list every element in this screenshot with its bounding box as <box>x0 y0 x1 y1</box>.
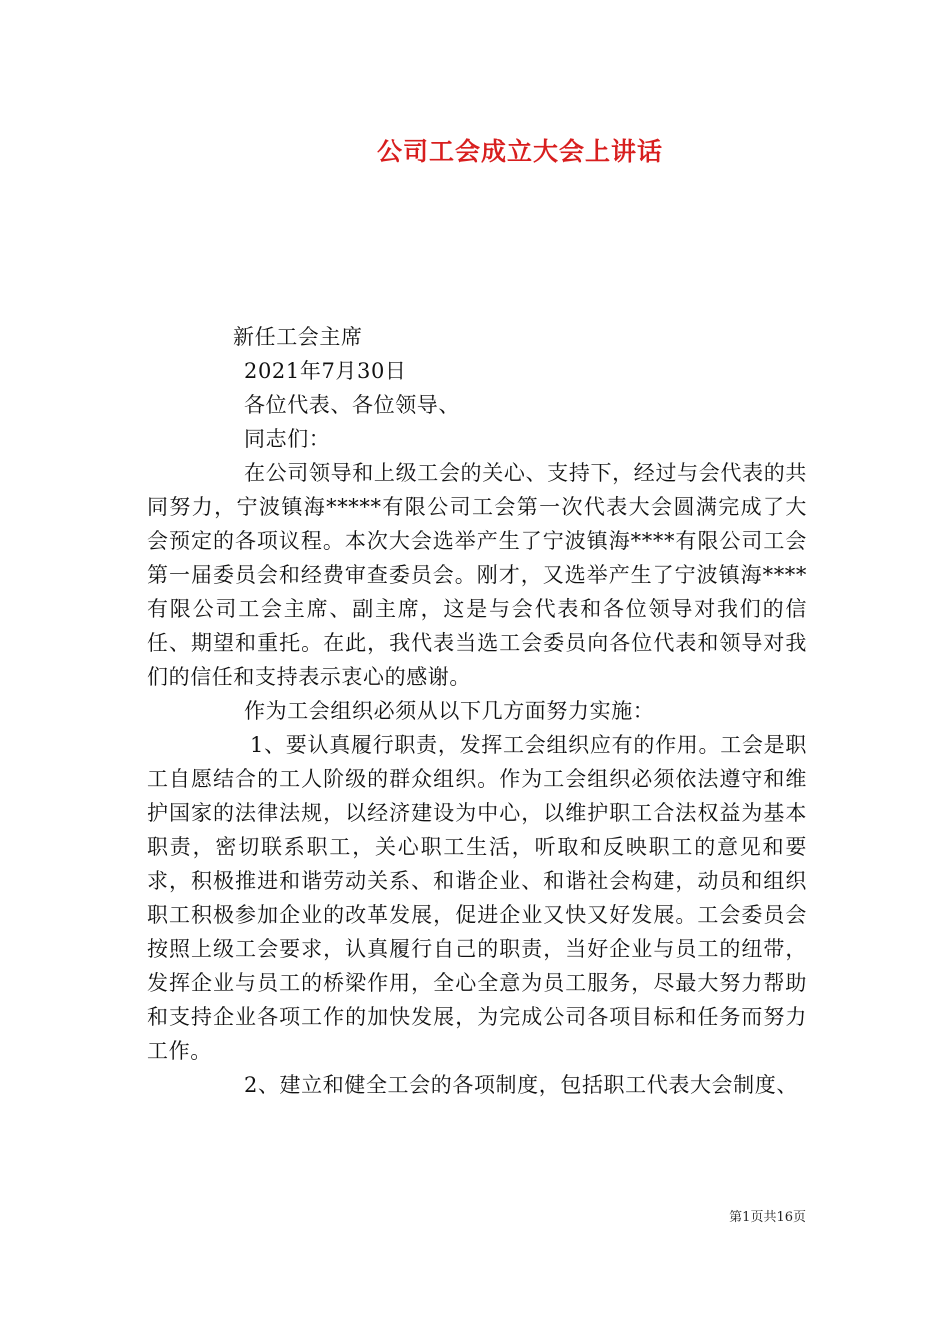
paragraph-item-2: 2、建立和健全工会的各项制度，包括职工代表大会制度、 <box>244 1073 798 1097</box>
speaker-line: 新任工会主席 <box>233 325 363 349</box>
paragraph-lead: 作为工会组织必须从以下几方面努力实施： <box>244 699 655 723</box>
salutation-line-1: 各位代表、各位领导、 <box>244 393 460 417</box>
paragraph-item-1: 1、要认真履行职责，发挥工会组织应有的作用。工会是职工自愿结合的工人阶级的群众组织。作为工会组织必须依法遵守和维护国家的法律法规，以经济建设为中心，以维护职工合法权益为基本职责，密切联系职工，关心职工生活，听取和反映职工的意见和要求，积极推进和谐劳动关系、和谐企业、和谐社会构建，动员和组织职工积极参加企业的改革发展，促进企业又快又好发展。工会委员会按照上级工会要求，认真履行自己的职责，当好企业与员工的纽带，发挥企业与员工的桥梁作用，全心全意为员工服务，尽最大努力帮助和支持企业各项工作的加快发展，为完成公司各项目标和任务而努力工作。 <box>147 733 807 1063</box>
page-number: 第1页共16页 <box>729 1210 806 1225</box>
document-body <box>147 320 807 1102</box>
document-title: 公司工会成立大会上讲话 <box>376 137 663 166</box>
date-line: 2021年7月30日 <box>244 359 407 383</box>
paragraph-intro: 在公司领导和上级工会的关心、支持下，经过与会代表的共同努力，宁波镇海*****有限公司工会第一次代表大会圆满完成了大会预定的各项议程。本次大会选举产生了宁波镇海****有限公司工会第一届委员会和经费审查委员会。刚才，又选举产生了宁波镇海****有限公司工会主席、副主席，这是与会代表和各位领导对我们的信任、期望和重托。在此，我代表当选工会委员向各位代表和领导对我们的信任和支持表示衷心的感谢。 <box>147 461 807 689</box>
salutation-line-2: 同志们： <box>244 427 331 451</box>
